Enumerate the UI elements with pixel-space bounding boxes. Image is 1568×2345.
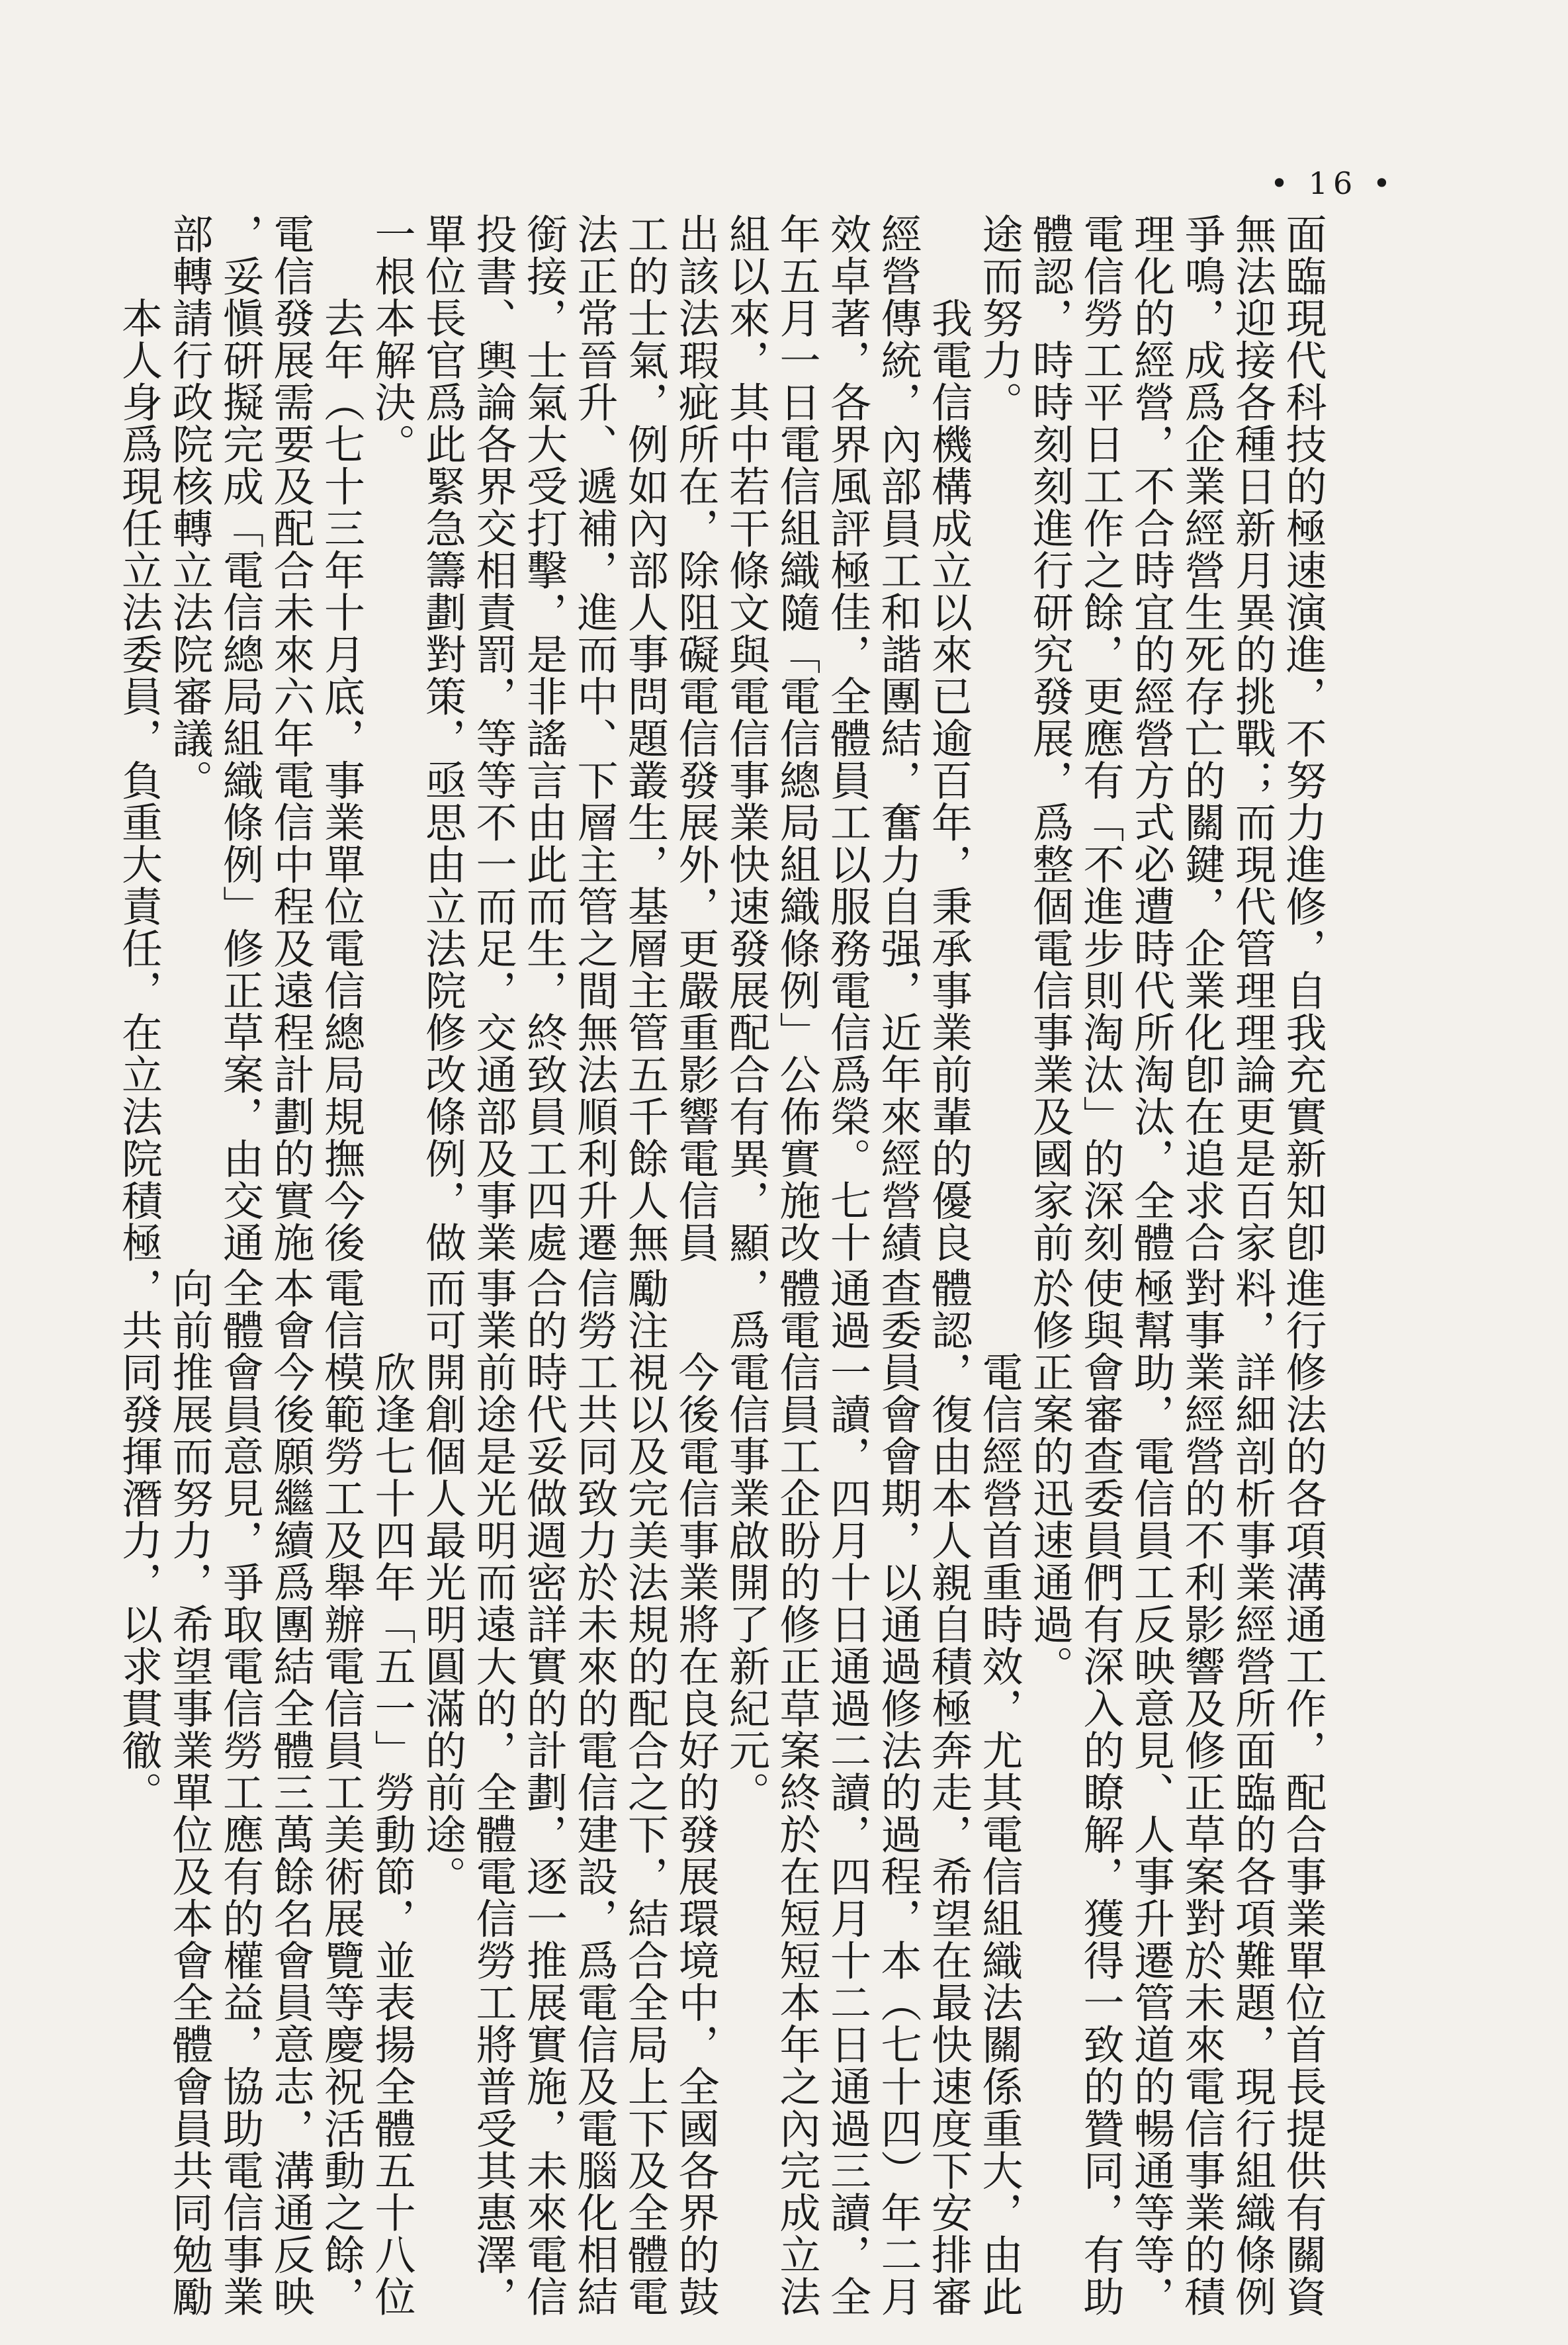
upper-text-block	[5, 213, 1328, 1264]
text-line: 無法迎接各種日新月異的挑戰；而現代管理理論更是百家	[1228, 213, 1277, 1264]
text-line: 欣逢七十四年「五一」勞動節，並表揚全體五十八位	[368, 1267, 416, 2318]
lower-text-block	[5, 1267, 1328, 2318]
text-line: 極幫助，電信員工反映意見、人事升遷管道的暢通等等，	[1127, 1267, 1176, 2318]
text-line: 全體會員意見，爭取電信勞工應有的權益，協助電信事業	[216, 1267, 265, 2318]
text-line: 法正常晉升、遞補，進而中、下層主管之間無法順利升遷	[570, 213, 619, 1264]
text-line: 組以來，其中若干條文與電信事業快速發展配合有異，顯	[722, 213, 771, 1264]
text-line: 效卓著，各界風評極佳，全體員工以服務電信爲榮。七十	[823, 213, 872, 1264]
text-line: 銜接，士氣大受打擊，是非謠言由此而生，終致員工四處	[519, 213, 568, 1264]
text-line: 進行修法的各項溝通工作，配合事業單位首長提供有關資	[1279, 1267, 1327, 2318]
text-line: 體電信員工企盼的修正草案終於在短短本年之內完成立法	[773, 1267, 821, 2318]
text-line: 查委員會會期，以通過修法的過程，本（七十四）年二月	[874, 1267, 922, 2318]
text-line: 通過一讀，四月十日通過二讀，四月十二日通過三讀，全	[823, 1267, 872, 2318]
text-line: 經營傳統，內部員工和諧團結，奮力自强，近年來經營績	[874, 213, 922, 1264]
text-line: 今後電信事業將在良好的發展環境中，全國各界的鼓	[672, 1267, 720, 2318]
text-line: 信勞工共同致力於未來的電信建設，爲電信及電腦化相結	[570, 1267, 619, 2318]
text-line: 事業前途是光明而遠大的，全體電信勞工將普受其惠澤，	[469, 1267, 517, 2318]
text-line: 去年（七十三年十月底，事業單位電信總局規撫今後	[317, 213, 366, 1264]
text-line: 我電信機構成立以來已逾百年，秉承事業前輩的優良	[924, 213, 973, 1264]
text-line: 本會今後願繼續爲團結全體三萬餘名會員意志，溝通反映	[267, 1267, 315, 2318]
text-line: 體認，時時刻刻進行研究發展，爲整個電信事業及國家前	[1025, 213, 1074, 1264]
text-line: 本人身爲現任立法委員，負重大責任，在立法院積極	[114, 213, 163, 1264]
text-line: 投書、輿論各界交相責罰，等等不一而足，交通部及事業	[469, 213, 517, 1264]
text-line: 途而努力。	[975, 213, 1024, 423]
text-line: 電信經營首重時效，尤其電信組織法關係重大，由此	[975, 1267, 1024, 2318]
text-line: 體認，復由本人親自積極奔走，希望在最快速度下安排審	[924, 1267, 973, 2318]
text-line: ，共同發揮潛力，以求貫徹。	[114, 1267, 163, 1814]
text-line: 理化的經營，不合時宜的經營方式必遭時代所淘汰，全體	[1127, 213, 1176, 1264]
text-line: 電信勞工平日工作之餘，更應有「不進步則淘汰」的深刻	[1076, 213, 1125, 1264]
text-line: 料，詳細剖析事業經營所面臨的各項難題，現行組織條例	[1228, 1267, 1277, 2318]
text-line: 一根本解決。	[368, 213, 416, 465]
text-line: 出該法瑕疵所在，除阻礙電信發展外，更嚴重影響電信員	[672, 213, 720, 1264]
text-line: 年五月一日電信組織隨「電信總局組織條例」公佈實施改	[773, 213, 821, 1264]
text-line: 面臨現代科技的極速演進，不努力進修，自我充實新知卽	[1279, 213, 1327, 1264]
text-line: 使與會審查委員們有深入的瞭解，獲得一致的贊同，有助	[1076, 1267, 1125, 2318]
text-line: 電信發展需要及配合未來六年電信中程及遠程計劃的實施	[267, 213, 315, 1264]
text-line: 合的時代妥做週密詳實的計劃，逐一推展實施，未來電信	[519, 1267, 568, 2318]
page-number: • 16 •	[1270, 165, 1396, 201]
text-line: 部轉請行政院核轉立法院審議。	[165, 213, 214, 801]
text-line: 工的士氣，例如內部人事問題叢生，基層主管五千餘人無	[621, 213, 670, 1264]
text-line: ，妥愼硏擬完成「電信總局組織條例」修正草案，由交通	[216, 213, 265, 1264]
text-line: 向前推展而努力，希望事業單位及本會全體會員共同勉勵	[165, 1267, 214, 2318]
text-line: 電信模範勞工及舉辦電信員工美術展覽等慶祝活動之餘，	[317, 1267, 366, 2318]
text-line: 於修正案的迅速通過。	[1025, 1267, 1074, 1687]
text-line: 爭鳴，成爲企業經營生死存亡的關鍵，企業化卽在追求合	[1178, 213, 1226, 1264]
text-line: 單位長官爲此緊急籌劃對策，亟思由立法院修改條例，做	[418, 213, 467, 1264]
text-line: 而可開創個人最光明圓滿的前途。	[418, 1267, 467, 1898]
text-line: 勵注視以及完美法規的配合之下，結合全局上下及全體電	[621, 1267, 670, 2318]
text-line: ，爲電信事業啟開了新紀元。	[722, 1267, 771, 1814]
text-line: 對事業經營的不利影響及修正草案對於未來電信事業的積	[1178, 1267, 1226, 2318]
